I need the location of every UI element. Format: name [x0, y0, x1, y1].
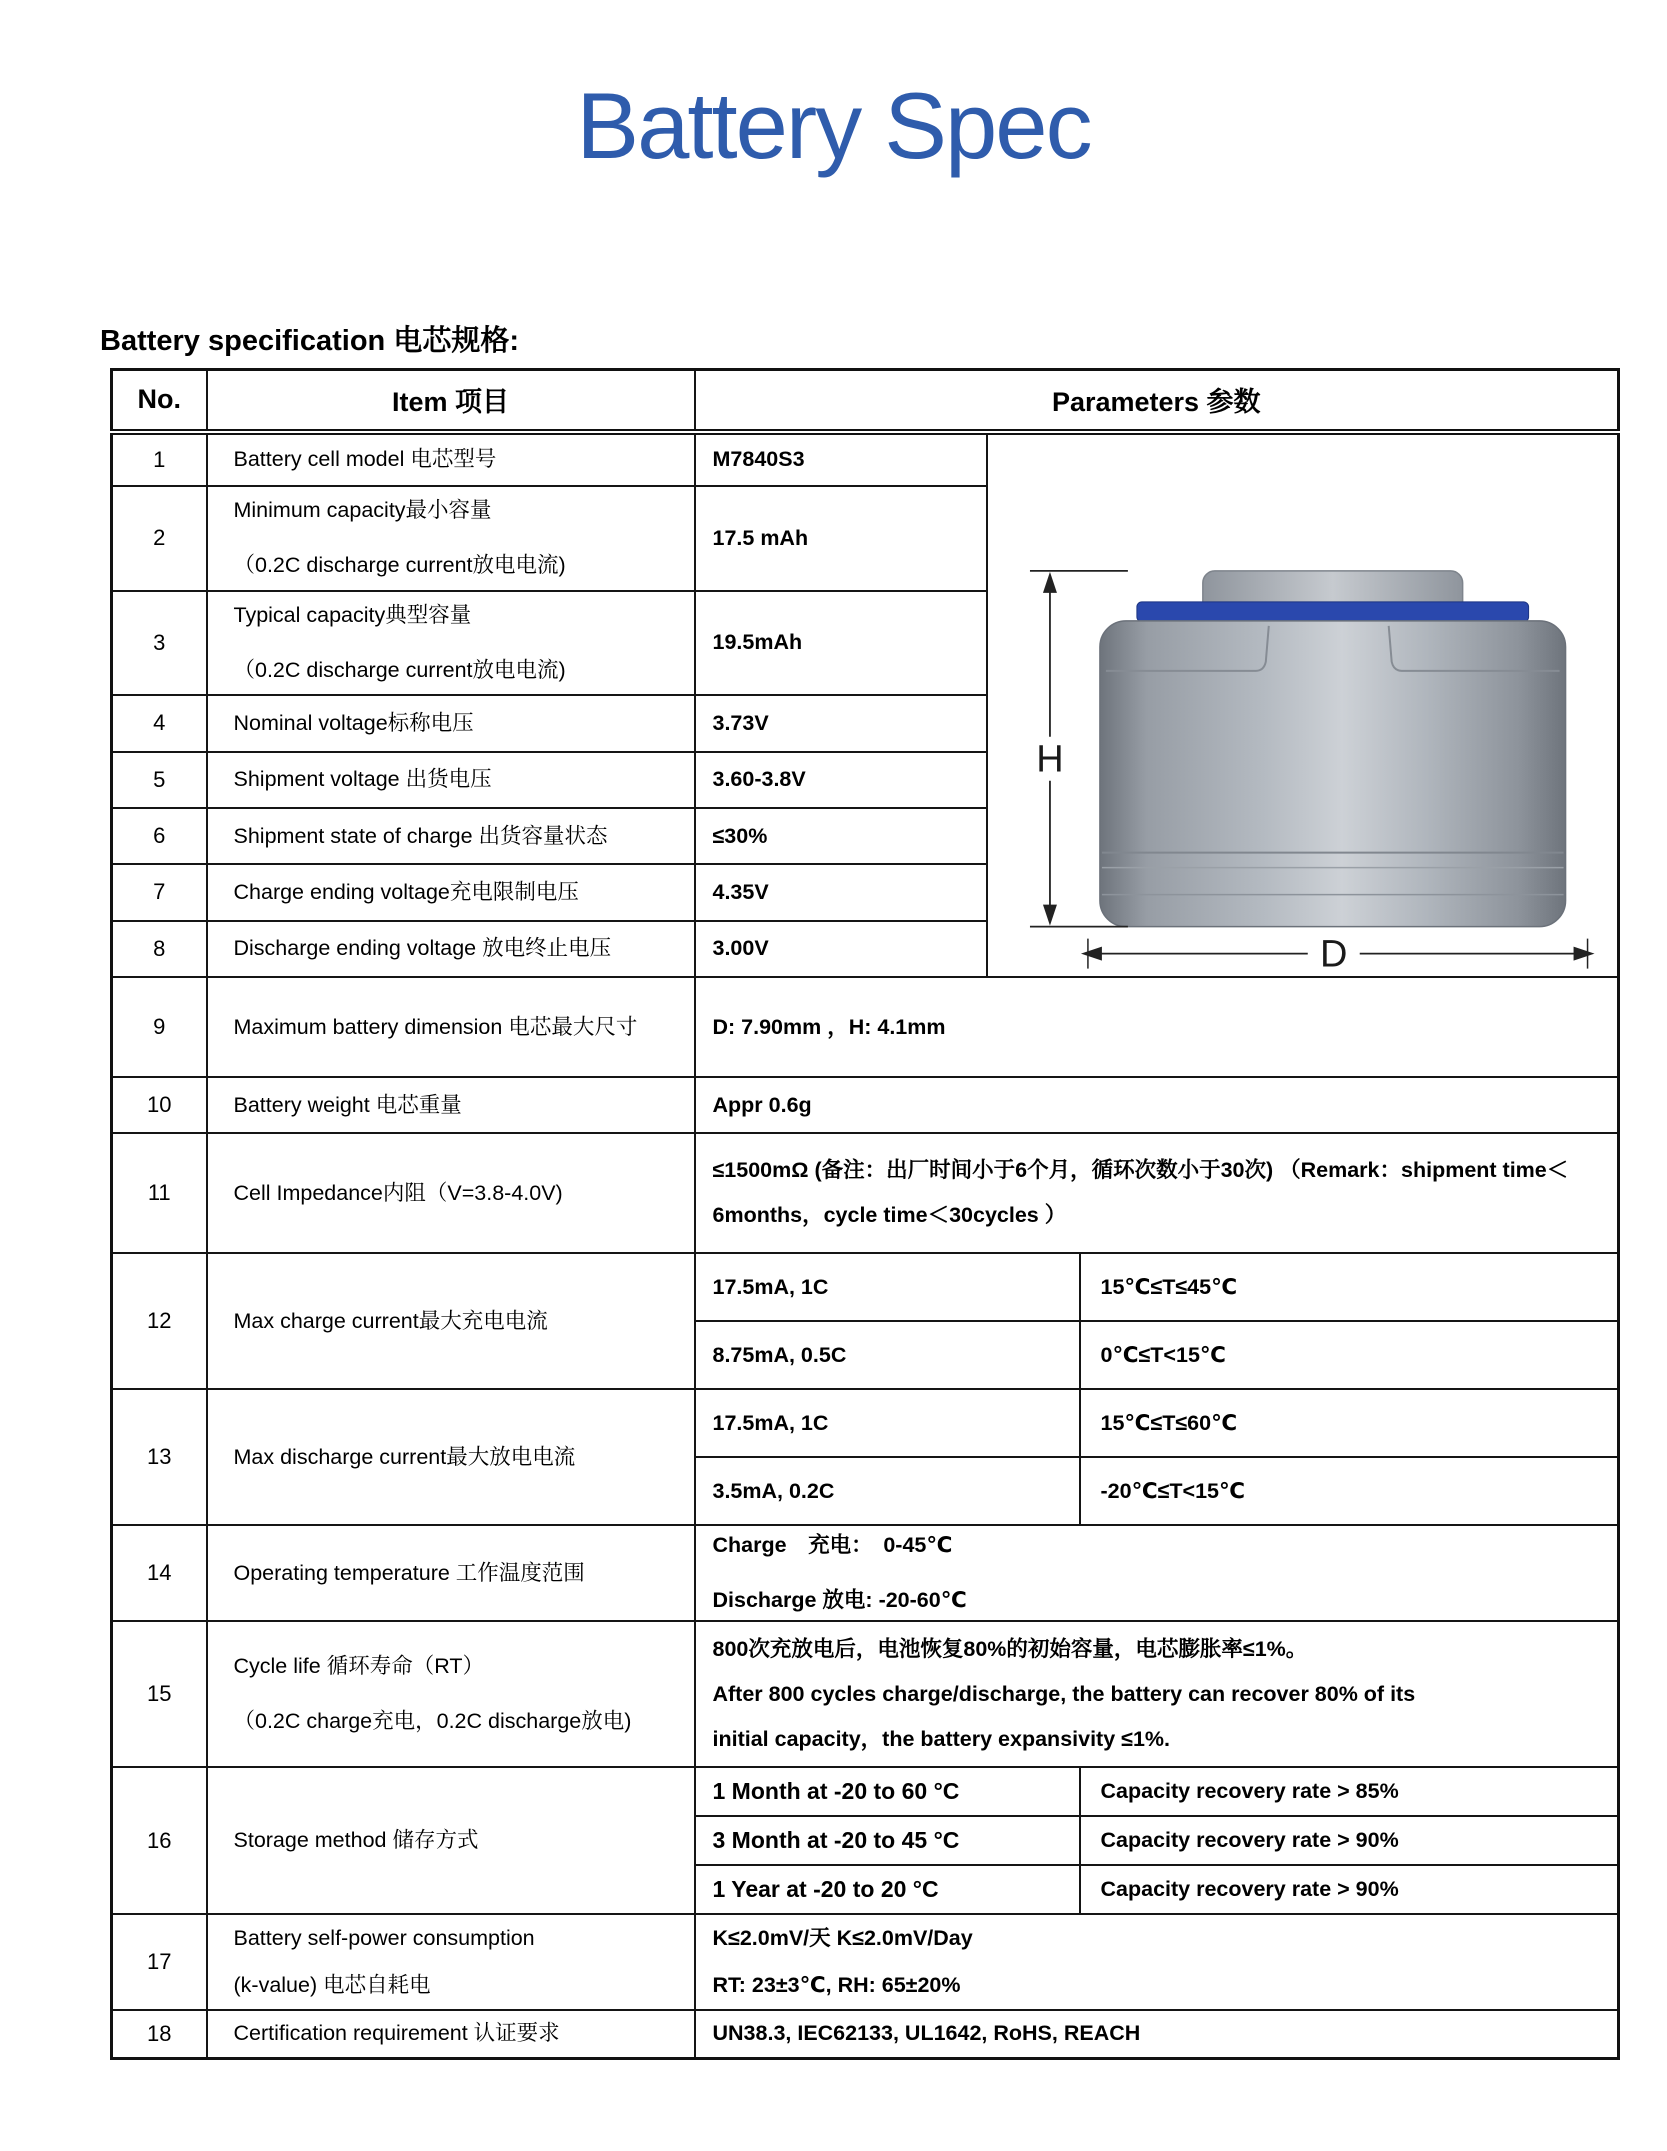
- item-cell: Minimum capacity最小容量 （0.2C discharge current放电电流): [207, 486, 695, 591]
- value-cell: Appr 0.6g: [695, 1077, 1619, 1133]
- table-row: [112, 2010, 1619, 2058]
- temp-range-cell: 15℃≤T≤45℃: [1080, 1253, 1619, 1321]
- row-number: 18: [112, 2010, 207, 2058]
- height-dimension-label: H: [1035, 738, 1064, 781]
- item-cell: Storage method 储存方式: [207, 1767, 695, 1914]
- table-row: [112, 1914, 1619, 2010]
- value-cell: 3 Month at -20 to 45 °C: [695, 1816, 1080, 1865]
- diameter-dimension-label: D: [1319, 933, 1347, 976]
- value-cell: 3.73V: [695, 695, 987, 751]
- value-cell: 8.75mA, 0.5C: [695, 1321, 1080, 1389]
- value-cell: K≤2.0mV/天 K≤2.0mV/Day RT: 23±3℃, RH: 65±20%: [695, 1914, 1619, 2010]
- item-cell: Battery cell model 电芯型号: [207, 432, 695, 486]
- temp-range-cell: -20℃≤T<15℃: [1080, 1457, 1619, 1525]
- row-number: 4: [112, 695, 207, 751]
- table-row: [112, 432, 1619, 486]
- header-item: Item 项目: [207, 370, 695, 432]
- table-row: [112, 1389, 1619, 1457]
- table-row: [112, 1525, 1619, 1621]
- row-number: 12: [112, 1253, 207, 1389]
- value-cell: 1 Month at -20 to 60 °C: [695, 1767, 1080, 1816]
- recovery-rate-cell: Capacity recovery rate > 85%: [1080, 1767, 1619, 1816]
- item-cell: Battery self-power consumption (k-value) 电芯自耗电: [207, 1914, 695, 2010]
- temp-range-cell: 0℃≤T<15℃: [1080, 1321, 1619, 1389]
- arrow-down-icon: [1042, 904, 1056, 925]
- row-number: 5: [112, 752, 207, 808]
- value-cell: 17.5mA, 1C: [695, 1253, 1080, 1321]
- row-number: 16: [112, 1767, 207, 1914]
- page-title: Battery Spec: [576, 73, 1091, 178]
- item-cell: Cell Impedance内阻（V=3.8-4.0V): [207, 1133, 695, 1253]
- battery-blue-band: [1136, 601, 1528, 621]
- value-cell: 17.5mA, 1C: [695, 1389, 1080, 1457]
- arrow-right-icon: [1573, 946, 1594, 960]
- table-row: [112, 1767, 1619, 1816]
- row-number: 3: [112, 591, 207, 696]
- value-cell: Charge 充电： 0-45℃ Discharge 放电: -20-60℃: [695, 1525, 1619, 1621]
- row-number: 1: [112, 432, 207, 486]
- row-number: 9: [112, 977, 207, 1077]
- item-cell: Shipment voltage 出货电压: [207, 752, 695, 808]
- recovery-rate-cell: Capacity recovery rate > 90%: [1080, 1816, 1619, 1865]
- row-number: 15: [112, 1621, 207, 1767]
- value-cell: 19.5mAh: [695, 591, 987, 696]
- item-cell: Charge ending voltage充电限制电压: [207, 864, 695, 920]
- row-number: 14: [112, 1525, 207, 1621]
- recovery-rate-cell: Capacity recovery rate > 90%: [1080, 1865, 1619, 1914]
- value-cell: 1 Year at -20 to 20 °C: [695, 1865, 1080, 1914]
- item-cell: Discharge ending voltage 放电终止电压: [207, 921, 695, 977]
- value-cell: 800次充放电后，电池恢复80%的初始容量，电芯膨胀率≤1%。 After 800 cycles charge/discharge, the battery can recover 80% of its initial capacity，the battery expansivity ≤1%.: [695, 1621, 1619, 1767]
- row-number: 2: [112, 486, 207, 591]
- value-cell: M7840S3: [695, 432, 987, 486]
- value-cell: 3.60-3.8V: [695, 752, 987, 808]
- arrow-up-icon: [1042, 571, 1056, 592]
- row-number: 13: [112, 1389, 207, 1525]
- value-cell: 4.35V: [695, 864, 987, 920]
- table-row: [112, 1621, 1619, 1767]
- value-cell: D: 7.90mm ，H: 4.1mm: [695, 977, 1619, 1077]
- value-cell: 3.00V: [695, 921, 987, 977]
- temp-range-cell: 15℃≤T≤60℃: [1080, 1389, 1619, 1457]
- row-number: 11: [112, 1133, 207, 1253]
- value-cell: UN38.3, IEC62133, UL1642, RoHS, REACH: [695, 2010, 1619, 2058]
- item-cell: Cycle life 循环寿命（RT） （0.2C charge充电，0.2C discharge放电): [207, 1621, 695, 1767]
- value-cell: ≤1500mΩ (备注：出厂时间小于6个月，循环次数小于30次) （Remark：shipment time＜6months，cycle time＜30cycles ）: [695, 1133, 1619, 1253]
- item-cell: Shipment state of charge 出货容量状态: [207, 808, 695, 864]
- item-cell: Max discharge current最大放电电流: [207, 1389, 695, 1525]
- header-parameters: Parameters 参数: [695, 370, 1619, 432]
- table-row: [112, 1077, 1619, 1133]
- row-number: 8: [112, 921, 207, 977]
- item-cell: Certification requirement 认证要求: [207, 2010, 695, 2058]
- row-number: 6: [112, 808, 207, 864]
- row-number: 17: [112, 1914, 207, 2010]
- table-row: [112, 977, 1619, 1077]
- item-cell: Maximum battery dimension 电芯最大尺寸: [207, 977, 695, 1077]
- item-cell: Max charge current最大充电电流: [207, 1253, 695, 1389]
- battery-body: [1099, 620, 1565, 926]
- item-cell: Nominal voltage标称电压: [207, 695, 695, 751]
- item-cell: Operating temperature 工作温度范围: [207, 1525, 695, 1621]
- row-number: 10: [112, 1077, 207, 1133]
- value-cell: 17.5 mAh: [695, 486, 987, 591]
- table-row: [112, 1133, 1619, 1253]
- item-cell: Typical capacity典型容量 （0.2C discharge current放电电流): [207, 591, 695, 696]
- arrow-left-icon: [1080, 946, 1101, 960]
- value-cell: ≤30%: [695, 808, 987, 864]
- row-number: 7: [112, 864, 207, 920]
- value-cell: 3.5mA, 0.2C: [695, 1457, 1080, 1525]
- table-row: [112, 1253, 1619, 1321]
- table-header-row: [112, 370, 1619, 432]
- item-cell: Battery weight 电芯重量: [207, 1077, 695, 1133]
- battery-spec-table: [110, 368, 1620, 2060]
- battery-figure-cell: [987, 432, 1619, 978]
- section-heading: Battery specification 电芯规格:: [100, 325, 519, 357]
- header-no: No.: [112, 370, 207, 432]
- battery-illustration: [988, 435, 1618, 977]
